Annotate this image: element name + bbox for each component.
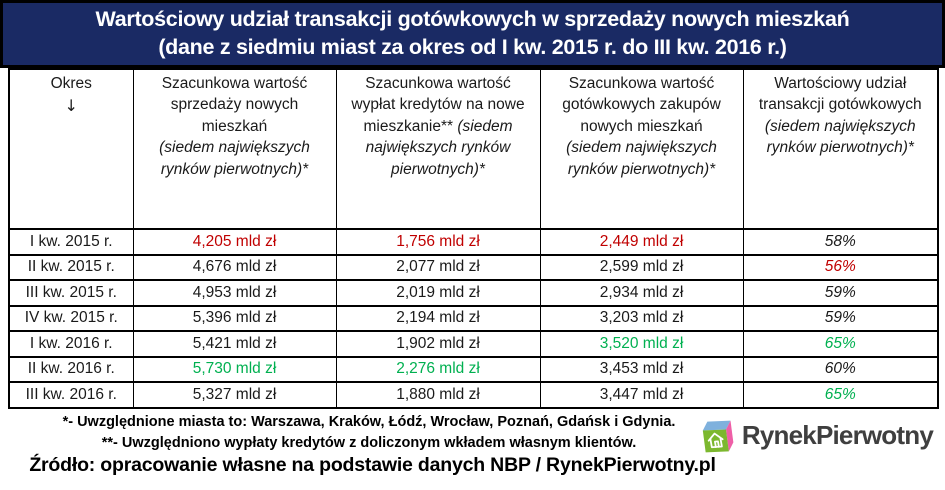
- logo-text: RynekPierwotny: [741, 420, 933, 450]
- col-header-sales: Szacunkowa wartość sprzedaży nowych mieszkań (siedem największych rynków pierwotnych)*: [133, 69, 336, 229]
- share-cell: 65%: [743, 331, 938, 357]
- value-cell: 3,447 mld zł: [540, 382, 743, 408]
- col-header-period-label: Okres: [50, 75, 92, 92]
- data-table: [8, 68, 939, 409]
- value-cell: 3,453 mld zł: [540, 357, 743, 383]
- table-row: [9, 382, 938, 408]
- value-cell: 4,676 mld zł: [133, 255, 336, 281]
- period-cell: I kw. 2016 r.: [9, 331, 133, 357]
- table-row: [9, 331, 938, 357]
- period-cell: I kw. 2015 r.: [9, 229, 133, 255]
- cube-house-icon: [697, 414, 739, 458]
- share-cell: 56%: [743, 255, 938, 281]
- value-cell: 1,880 mld zł: [336, 382, 540, 408]
- period-cell: II kw. 2016 r.: [9, 357, 133, 383]
- col-header-period: [9, 69, 133, 229]
- value-cell: 5,396 mld zł: [133, 306, 336, 332]
- value-cell: 2,276 mld zł: [336, 357, 540, 383]
- footer-area: [0, 409, 945, 475]
- value-cell: 3,520 mld zł: [540, 331, 743, 357]
- value-cell: 2,194 mld zł: [336, 306, 540, 332]
- col-header-loans-note: (siedem największych rynków pierwotnych)*: [365, 117, 513, 178]
- rynekpierwotny-logo: [697, 414, 933, 458]
- table-row: [9, 229, 938, 255]
- col-header-loans: Szacunkowa wartość wypłat kredytów na nowe mieszkanie** (siedem największych rynków pierwotnych)*: [336, 69, 540, 229]
- share-cell: 59%: [743, 280, 938, 306]
- period-cell: III kw. 2015 r.: [9, 280, 133, 306]
- title-bar: [0, 0, 945, 68]
- value-cell: 1,902 mld zł: [336, 331, 540, 357]
- col-header-cash-note: (siedem największych rynków pierwotnych)*: [566, 139, 717, 178]
- table-row: [9, 280, 938, 306]
- title-line-1: Wartościowy udział transakcji gotówkowych w sprzedaży nowych mieszkań: [95, 7, 850, 32]
- table-body: [9, 229, 938, 408]
- value-cell: 2,077 mld zł: [336, 255, 540, 281]
- value-cell: 2,019 mld zł: [336, 280, 540, 306]
- value-cell: 4,205 mld zł: [133, 229, 336, 255]
- footnote-2: **- Uwzględniono wypłaty kredytów z doliczonym wkładem własnym klientów.: [101, 434, 637, 451]
- value-cell: 3,203 mld zł: [540, 306, 743, 332]
- value-cell: 5,730 mld zł: [133, 357, 336, 383]
- value-cell: 5,421 mld zł: [133, 331, 336, 357]
- down-arrow-icon: ↓: [64, 96, 78, 116]
- share-cell: 58%: [743, 229, 938, 255]
- table-header: [9, 69, 938, 229]
- table-row: [9, 306, 938, 332]
- share-cell: 59%: [743, 306, 938, 332]
- share-cell: 65%: [743, 382, 938, 408]
- value-cell: 4,953 mld zł: [133, 280, 336, 306]
- value-cell: 2,599 mld zł: [540, 255, 743, 281]
- col-header-share: Wartościowy udział transakcji gotówkowych (siedem największych rynków pierwotnych)*: [743, 69, 938, 229]
- period-cell: III kw. 2016 r.: [9, 382, 133, 408]
- header-row: [9, 69, 938, 229]
- period-cell: II kw. 2015 r.: [9, 255, 133, 281]
- table-row: [9, 255, 938, 281]
- title-line-2: (dane z siedmiu miast za okres od I kw. 2015 r. do III kw. 2016 r.): [158, 35, 787, 59]
- col-header-share-note: (siedem największych rynków pierwotnych)*: [764, 117, 916, 157]
- value-cell: 1,756 mld zł: [336, 229, 540, 255]
- col-header-cash: Szacunkowa wartość gotówkowych zakupów nowych mieszkań (siedem największych rynków pierwotnych)*: [540, 69, 743, 229]
- value-cell: 2,934 mld zł: [540, 280, 743, 306]
- footnote-1: *- Uwzględnione miasta to: Warszawa, Kraków, Łódź, Wrocław, Poznań, Gdańsk i Gdynia.: [62, 413, 676, 430]
- value-cell: 2,449 mld zł: [540, 229, 743, 255]
- value-cell: 5,327 mld zł: [133, 382, 336, 408]
- col-header-sales-note: (siedem największych rynków pierwotnych)*: [159, 139, 310, 178]
- source-line: Źródło: opracowanie własne na podstawie danych NBP / RynekPierwotny.pl: [29, 453, 716, 476]
- footnotes: [0, 409, 738, 454]
- share-cell: 60%: [743, 357, 938, 383]
- table-row: [9, 357, 938, 383]
- period-cell: IV kw. 2015 r.: [9, 306, 133, 332]
